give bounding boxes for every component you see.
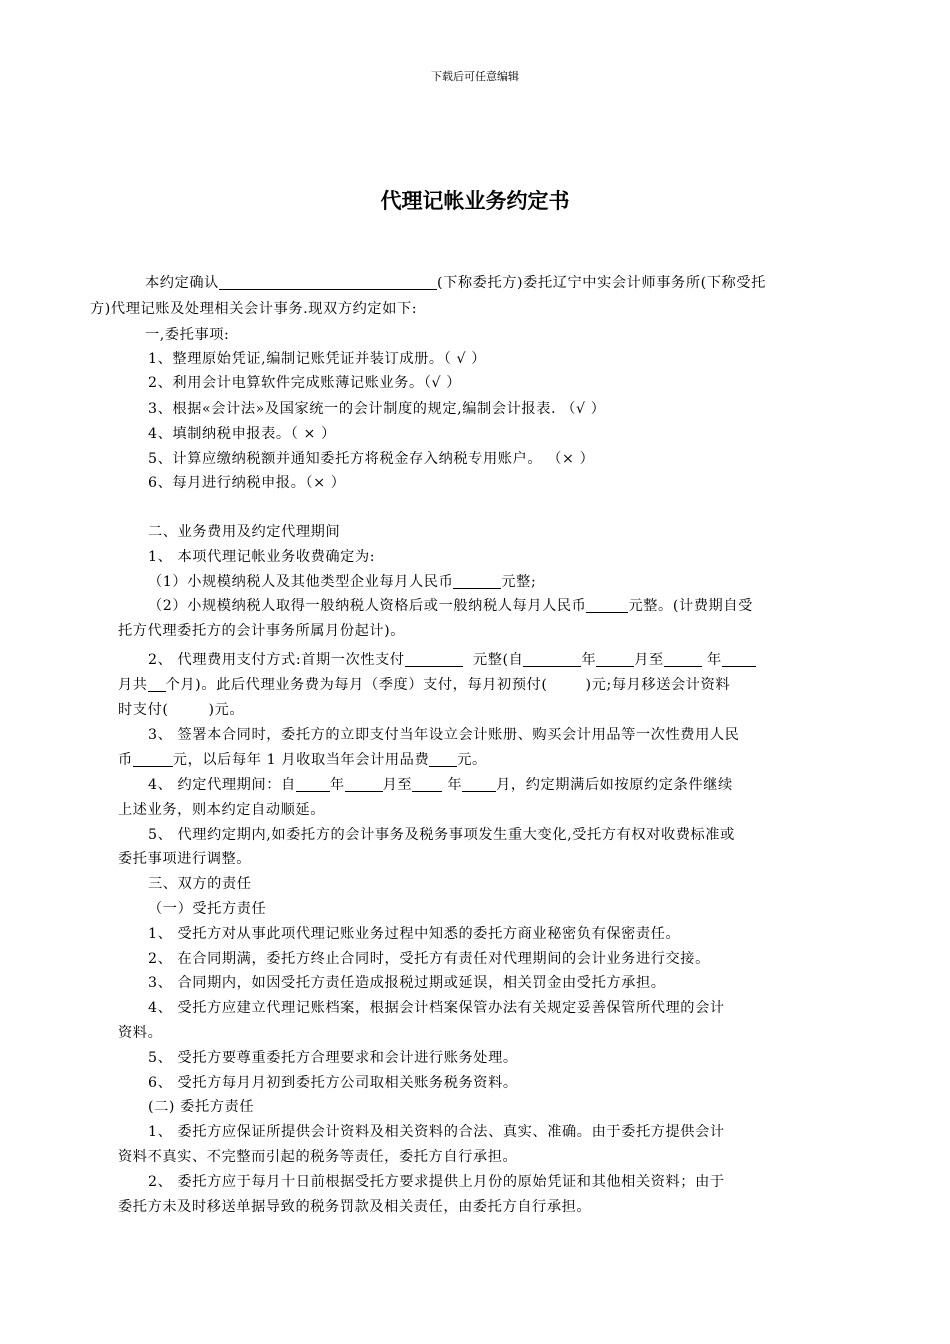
- section3-sub2: (二) 委托方责任: [148, 1099, 255, 1115]
- section1-item: 6、每月进行纳税申报。（× ）: [148, 475, 346, 491]
- intro-line-2: 方)代理记账及处理相关会计事务.现双方约定如下:: [90, 301, 418, 317]
- trustee-duty: 2、 在合同期满，委托方终止合同时，受托方有责任对代理期间的会计业务进行交接。: [148, 951, 710, 967]
- blank-period-start-year: [296, 775, 330, 792]
- client-duty: 资料不真实、不完整而引起的税务等责任，委托方自行承担。: [118, 1149, 518, 1165]
- payment-line-1: 2、 代理费用支付方式:首期一次性支付 元整(自 年 月至 年: [148, 647, 756, 673]
- sign-line-1: 3、 签署本合同时，委托方的立即支付当年设立会计账册、购买会计用品等一次性费用人民: [148, 727, 740, 743]
- blank-end-year: [664, 650, 702, 667]
- trustee-duty: 3、 合同期内，如因受托方责任造成报税过期或延误，相关罚金由受托方承担。: [148, 975, 666, 991]
- fee-line-1: （1）小规模纳税人及其他类型企业每月人民币 元整;: [148, 574, 537, 590]
- change-line-2: 委托事项进行调整。: [118, 851, 252, 867]
- trustee-duty: 4、 受托方应建立代理记账档案，根据会计档案保管办法有关规定妥善保管所代理的会计: [148, 1000, 725, 1016]
- blank-period-end-month: [462, 775, 496, 792]
- blank-period-end-year: [412, 775, 442, 792]
- section1-item: 5、计算应缴纳税额并通知委托方将税金存入纳税专用账户。 （× ）: [148, 451, 595, 467]
- section2-heading: 二、业务费用及约定代理期间: [148, 524, 341, 540]
- fee-line-2: （2）小规模纳税人取得一般纳税人资格后或一般纳税人每月人民币 元整。(计费期自受: [148, 598, 753, 614]
- page-header: 下载后可任意编辑: [431, 70, 519, 83]
- sign-line-2: 币 元，以后每年 1 月收取当年会计用品费 元。: [118, 752, 487, 768]
- section1-item: 2、利用会计电算软件完成账薄记账业务。（√ ）: [148, 375, 462, 391]
- section1-item: 3、根据«会计法»及国家统一的会计制度的规定,编制会计报表. （√ ）: [148, 401, 606, 417]
- blank-start-month: [596, 650, 634, 667]
- blank-fee-small: [453, 572, 501, 589]
- section1-item: 1、整理原始凭证,编制记账凭证并装订成册。（ √ ）: [148, 351, 487, 367]
- fee-line-3: 托方代理委托方的会计事务所属月份起计)。: [118, 623, 406, 639]
- section3-sub1: （一）受托方责任: [148, 901, 267, 917]
- trustee-duty: 1、 受托方对从事此项代理记账业务过程中知悉的委托方商业秘密负有保密责任。: [148, 926, 681, 942]
- intro-line-1: 本约定确认 (下称委托方)委托辽宁中实会计师事务所(下称受托: [145, 275, 766, 291]
- change-line-1: 5、 代理约定期内,如委托方的会计事务及税务事项发生重大变化,受托方有权对收费标准或: [148, 827, 735, 843]
- blank-first-payment: [405, 650, 463, 667]
- client-duty: 2、 委托方应于每月十日前根据受托方要求提供上月份的原始凭证和其他相关资料；由于: [148, 1174, 725, 1190]
- fee-heading: 1、 本项代理记帐业务收费确定为:: [148, 549, 376, 565]
- blank-annual-fee: [429, 750, 457, 767]
- trustee-duty: 5、 受托方要尊重委托方合理要求和会计进行账务处理。: [148, 1050, 518, 1066]
- blank-start-year: [523, 650, 581, 667]
- blank-month-count: [148, 675, 166, 692]
- blank-setup-fee: [133, 750, 173, 767]
- trustee-duty: 资料。: [118, 1025, 163, 1041]
- blank-end-month: [722, 650, 756, 667]
- section3-heading: 三、双方的责任: [148, 876, 252, 892]
- document-title: 代理记帐业务约定书: [380, 189, 570, 213]
- period-line-1: 4、 约定代理期间：自 年 月至 年 月，约定期满后如按原约定条件继续: [148, 777, 733, 793]
- blank-fee-general: [586, 596, 628, 613]
- section1-heading: 一,委托事项:: [145, 327, 230, 343]
- period-line-2: 上述业务，则本约定自动顺延。: [118, 802, 326, 818]
- payment-line-3: 时支付( )元。: [118, 702, 245, 718]
- client-duty: 委托方未及时移送单据导致的税务罚款及相关责任，由委托方自行承担。: [118, 1199, 592, 1215]
- trustee-duty: 6、 受托方每月月初到委托方公司取相关账务税务资料。: [148, 1075, 518, 1091]
- section1-item: 4、填制纳税申报表。（ × ）: [148, 426, 336, 442]
- payment-line-2: 月共 个月)。此后代理业务费为每月（季度）支付，每月初预付( )元;每月移送会计资料: [118, 677, 731, 693]
- client-duty: 1、 委托方应保证所提供会计资料及相关资料的合法、真实、准确。由于委托方提供会计: [148, 1124, 725, 1140]
- blank-period-start-month: [345, 775, 383, 792]
- blank-client-name: [219, 273, 437, 290]
